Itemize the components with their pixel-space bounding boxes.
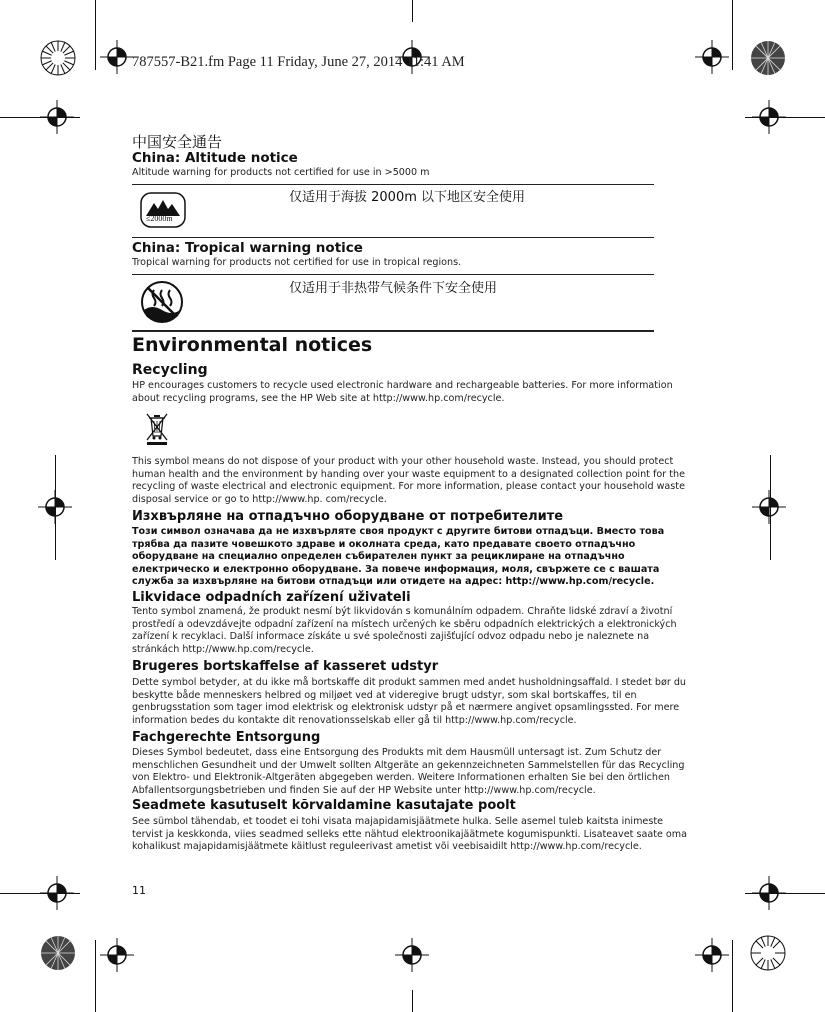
recycling-intro-text: HP encourages customers to recycle used electronic hardware and rechargeable batteries. For more information about recycling programs, see the HP Web site at http://www.hp.com/recycle. <box>132 380 673 404</box>
table-rule <box>132 237 654 238</box>
registration-mark-icon <box>40 876 74 910</box>
language-notice-heading: Brugeres bortskaffelse af kasseret udstyr <box>132 659 439 674</box>
print-header-line: 787557-B21.fm Page 11 Friday, June 27, 2014 11:41 AM <box>132 54 465 70</box>
altitude-notice-text: Altitude warning for products not certified for use in >5000 m <box>132 167 430 178</box>
environmental-notices-title: Environmental notices <box>132 334 373 356</box>
language-notice-heading: Fachgerechte Entsorgung <box>132 730 321 745</box>
weee-crossed-bin-icon <box>144 412 170 446</box>
registration-mark-icon <box>40 100 74 134</box>
weee-symbol-text: This symbol means do not dispose of your product with your other household waste. Instead, you should protect human health and the environment by handing over your waste equipment to a designated collection point for the recycling of waste electrical and electronic equipment. For more information, please contact your household waste disposal service or go to http://www.hp. com/recycle. <box>132 456 685 505</box>
table-rule <box>132 274 654 275</box>
starburst-mark-icon <box>40 935 76 971</box>
language-notice-heading: Изхвърляне на отпадъчно оборудване от потребителите <box>132 509 564 524</box>
registration-mark-icon <box>752 100 786 134</box>
tropical-cn-notice: 仅适用于非热带气候条件下安全使用 <box>289 281 498 296</box>
altitude-icon-label: ≤2000m <box>146 214 173 223</box>
registration-mark-icon <box>695 40 729 74</box>
recycling-heading: Recycling <box>132 362 208 378</box>
registration-mark-icon <box>695 938 729 972</box>
altitude-notice-heading: China: Altitude notice <box>132 150 298 166</box>
page-number: 11 <box>132 884 146 897</box>
tropical-notice-heading: China: Tropical warning notice <box>132 240 363 256</box>
registration-mark-icon <box>395 938 429 972</box>
registration-mark-icon <box>100 40 134 74</box>
table-rule <box>132 330 654 332</box>
registration-mark-icon <box>38 490 72 524</box>
registration-mark-icon <box>100 938 134 972</box>
language-notice-text: See sümbol tähendab, et toodet ei tohi visata majapidamisjäätmete hulka. Selle asemel tuleb kaitsta inimeste tervist ja keskkonda, viies seadmed selleks ette nähtud elektroonikajäätmete kogumispunkti. Lisateavet saate oma kohalikust majapidamisjäätmete käitlust reguleerivast ametist või veebisaidilt http://www.hp.com/recycle. <box>132 816 688 853</box>
starburst-mark-icon <box>750 40 786 76</box>
language-notice-text: Dieses Symbol bedeutet, dass eine Entsorgung des Produkts mit dem Hausmüll untersagt ist. Zum Schutz der menschlichen Gesundheit und der Umwelt sollten Altgeräte an gekennzeichneten Sammelstellen für das Recycling von Elektro- und Elektronik-Altgeräten abgegeben werden. Weitere Informationen erhalten Sie bei den örtlichen Abfallentsorgungsbetrieben und finden Sie auf der HP Website unter http://www.hp.com/recycle. <box>132 747 685 796</box>
altitude-cn-notice: 仅适用于海拔 2000m 以下地区安全使用 <box>289 190 526 205</box>
table-rule <box>132 184 654 185</box>
starburst-mark-icon <box>40 40 76 76</box>
language-notice-text: Dette symbol betyder, at du ikke må bortskaffe dit produkt sammen med andet husholdningsaffald. I stedet bør du beskytte både menneskers helbred og miljøet ved at videregive brugt udstyr, som skal bortskaffes, til en genbrugsstation som tager imod elektrisk og elektronisk udstyr på et nærmere angivet opsamlingssted. For mere information bedes du kontakte dit renovationsselskab eller gå til http://www.hp.com/recycle. <box>132 677 687 726</box>
language-notice-heading: Seadmete kasutuselt kõrvaldamine kasutajate poolt <box>132 798 516 813</box>
language-notice-text: Този символ означава да не изхвърляте своя продукт с другите битови отпадъци. Вместо това трябва да пазите човешкото здраве и околната среда, като предавате своето отпадъчно оборудване на специално определен събирателен пункт за рециклиране на отпадъчно електрическо и електронно оборудване. За повече информация, моля, свържете се с вашата служба за изхвърляне на битови отпадъци или отидете на адрес: http://www.hp.com/recycle. <box>132 526 665 588</box>
registration-mark-icon <box>752 876 786 910</box>
registration-mark-icon <box>752 490 786 524</box>
language-notice-text: Tento symbol znamená, že produkt nesmí být likvidován s komunálním odpadem. Chraňte lidské zdraví a životní prostředí a odevzdávejte odpadní zařízení na místech určených ke sběru odpadních elektrických a elektronických zařízení k recyklaci. Další informace získáte u své společnosti zajišťující odvoz odpadu nebo je naleznete na stránkách http://www.hp.com/recycle. <box>132 606 677 655</box>
starburst-mark-icon <box>750 935 786 971</box>
china-section-title: 中国安全通告 <box>132 133 223 151</box>
language-notice-heading: Likvidace odpadních zařízení uživateli <box>132 590 411 605</box>
tropical-notice-text: Tropical warning for products not certified for use in tropical regions. <box>132 257 462 268</box>
tropical-climate-icon <box>140 280 184 324</box>
